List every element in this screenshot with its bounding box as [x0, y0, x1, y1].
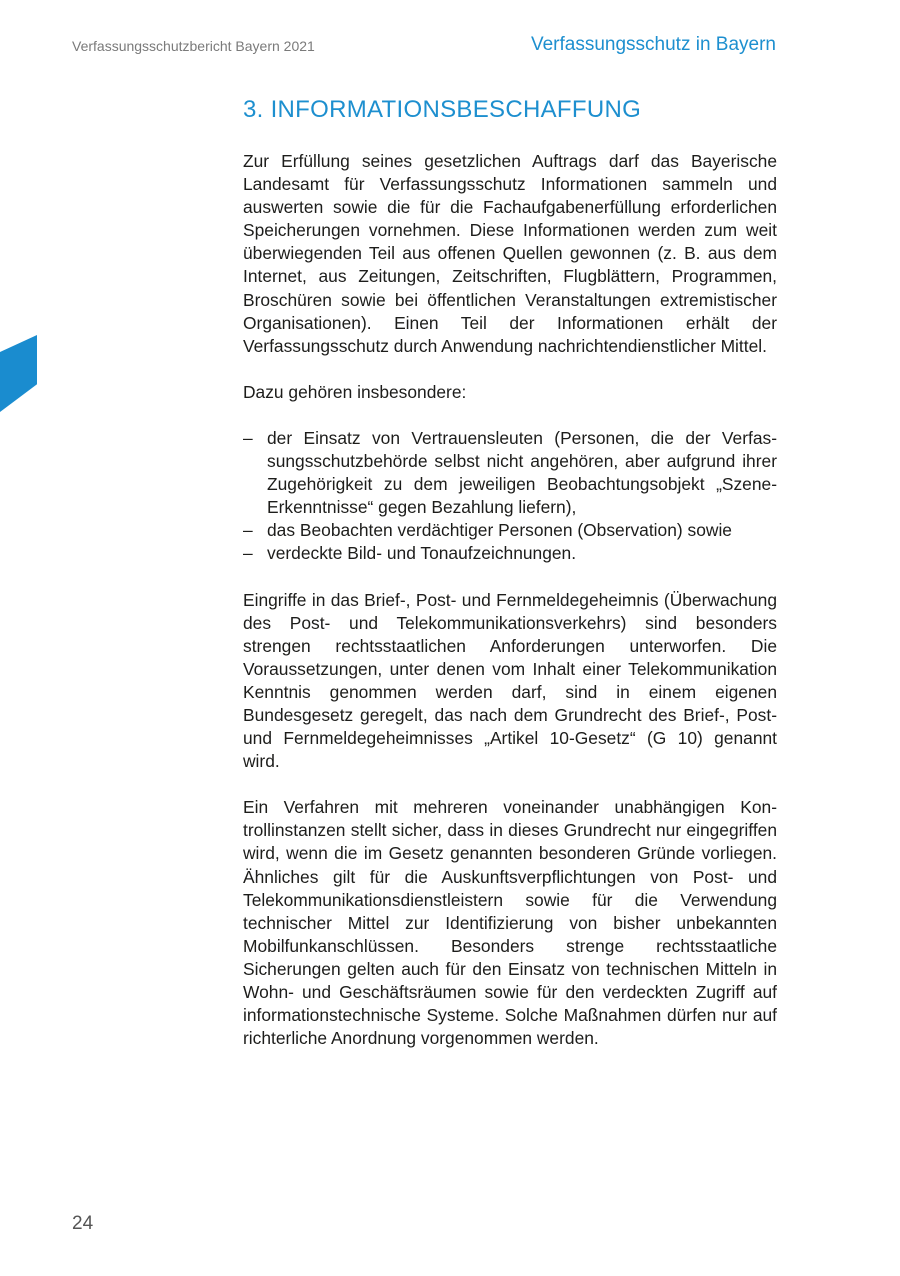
paragraph-list-lead: Dazu gehören insbesondere:: [243, 381, 467, 402]
paragraph-g10: Eingriffe in das Brief-, Post- und Fernmeldegeheimnis (Überwachung des Post- und Telekommunikationsverkehrs) sind besonders strengen rechtsstaatlichen Anforderungen unterworfen. Die Voraussetzungen, unter denen vom Inhalt einer Telekommunikation Kenntnis genommen werden darf, sind in einem eigenen Bundesgesetz geregelt, das nach dem Grundrecht des Brief-, Post- und Fernmeldegeheimnisses „Artikel 10-Gesetz“ (G 10) genannt wird.: [243, 589, 777, 772]
list-item: [243, 519, 777, 542]
dash-marker: –: [243, 543, 253, 564]
means-list: [243, 427, 777, 566]
list-item: [243, 542, 777, 565]
dash-marker: –: [243, 520, 253, 541]
main-content: [243, 96, 777, 1073]
list-item-text: verdeckte Bild- und Tonaufzeichnungen.: [267, 543, 577, 564]
dash-marker: –: [243, 427, 253, 448]
running-header-section: Verfassungsschutz in Bayern: [530, 34, 776, 55]
list-item: [243, 427, 777, 519]
chapter-side-tab: [0, 335, 37, 412]
page-number: 24: [72, 1213, 94, 1234]
chapter-title: 3. INFORMATIONSBESCHAFFUNG: [243, 96, 642, 123]
paragraph-intro: Zur Erfüllung seines gesetzlichen Auftrags darf das Bayerische Landesamt für Verfassungsschutz Informationen sammeln und auswerten sowie die für die Fachaufgabenerfüllung erforderlichen Speicherungen vornehmen. Diese Informationen werden zum weit überwiegenden Teil aus offenen Quellen gewonnen (z. B. aus dem Internet, aus Zeitungen, Zeitschriften, Flugblättern, Programmen, Broschüren sowie bei öffentlichen Veranstaltungen extremistischer Organisationen). Einen Teil der Informationen erhält der Verfassungsschutz durch Anwendung nachrichtendienstlicher Mittel.: [243, 151, 777, 356]
list-item-text: das Beobachten verdächtiger Personen (Observation) sowie: [267, 520, 732, 541]
paragraph-control: Ein Verfahren mit mehreren voneinander unabhängigen Kontrollinstanzen stellt sicher, dass in dieses Grundrecht nur eingegriffen wird, wenn die im Gesetz genannten besonderen Gründe vorliegen. Ähnliches gilt für die Auskunftsverpflichtungen von Post- und Telekommunikationsdienstleistern sowie für die Verwendung technischer Mittel zur Identifizierung von bisher unbekannten Mobilfunkanschlüssen. Besonders strenge rechtsstaatliche Sicherungen gelten auch für den Einsatz von technischen Mitteln in Wohn- und Geschäftsräumen sowie für den verdeckten Zugriff auf informationstechnische Systeme. Solche Maßnahmen dürfen nur auf richterliche Anordnung vorgenommen werden.: [243, 797, 777, 1049]
running-header-publication: Verfassungsschutzbericht Bayern 2021: [72, 38, 315, 54]
list-item-text: der Einsatz von Vertrauensleuten (Personen, die der Verfassungsschutzbehörde selbst nicht angehören, aber aufgrund ihrer Zugehörigkeit zu dem jeweiligen Beobachtungsobjekt „Szene-Erkenntnisse“ gegen Bezahlung liefern),: [267, 427, 777, 518]
